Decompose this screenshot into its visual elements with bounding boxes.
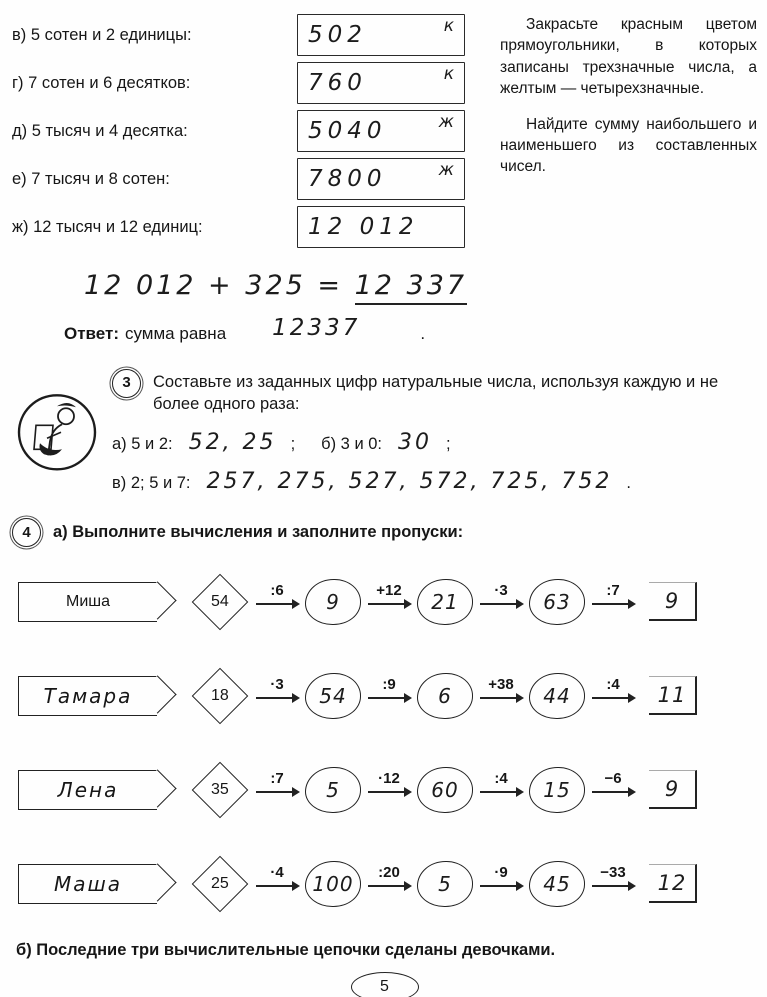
circle-value: 15 [543, 777, 571, 802]
task3-text: Составьте из заданных цифр натуральные числа, используя каждую и не более одного раза: [153, 373, 719, 414]
task4-head [12, 518, 757, 547]
answer-label-bold: Ответ: [64, 324, 119, 343]
chain-row-misha [12, 563, 757, 641]
arrow-icon [256, 697, 298, 699]
chain-name: Миша [66, 592, 110, 610]
value-circle [417, 673, 473, 719]
operation-step [361, 770, 417, 793]
arrow-icon [368, 603, 410, 605]
operation-label: :7 [270, 770, 284, 788]
handwritten-answer: 7800 [308, 166, 387, 192]
arrow-icon [256, 603, 298, 605]
value-circle [529, 579, 585, 625]
separator: ; [446, 434, 451, 453]
fill-row [12, 62, 490, 104]
value-circle [305, 579, 361, 625]
task3-c-label: в) 2; 5 и 7: [112, 473, 191, 492]
arrow-icon [592, 791, 634, 793]
chain-row-masha [12, 845, 757, 923]
operation-step [585, 864, 641, 887]
arrow-icon [368, 697, 410, 699]
fill-row [12, 110, 490, 152]
value-circle [529, 861, 585, 907]
operation-label: :4 [494, 770, 508, 788]
circle-value: 44 [543, 683, 571, 708]
fill-column [12, 14, 490, 254]
circle-value: 21 [431, 589, 459, 614]
result-box [649, 770, 697, 809]
result-value: 9 [664, 777, 680, 802]
arrow-icon [592, 603, 634, 605]
fill-row [12, 14, 490, 56]
operation-label: ·3 [270, 676, 284, 694]
value-circle [417, 861, 473, 907]
operation-step [249, 582, 305, 605]
task3-a-answer: 52, 25 [188, 429, 277, 455]
start-diamond [191, 855, 249, 913]
answer-label: сумма равна [125, 324, 227, 343]
task3-b-label: б) 3 и 0: [321, 434, 383, 453]
arrow-icon [368, 791, 410, 793]
handwritten-answer: 5040 [308, 118, 387, 144]
operation-label: :20 [378, 864, 400, 882]
operation-step [473, 770, 529, 793]
operation-label: :4 [606, 676, 620, 694]
name-arrow [18, 864, 157, 904]
result-box [649, 676, 697, 715]
operation-label: :9 [382, 676, 396, 694]
fill-row [12, 158, 490, 200]
operation-label: ·9 [494, 864, 508, 882]
answer-period: . [420, 324, 426, 343]
task3-section [12, 369, 757, 494]
operation-label: :6 [270, 582, 284, 600]
operation-step [585, 676, 641, 699]
operation-step [361, 582, 417, 605]
value-circle [417, 579, 473, 625]
artist-mascot-icon [16, 371, 98, 494]
task3-a-label: а) 5 и 2: [112, 434, 173, 453]
arrow-icon [256, 885, 298, 887]
answer-box [297, 62, 465, 104]
result-box [649, 864, 697, 903]
operation-label: :7 [606, 582, 620, 600]
operation-step [249, 770, 305, 793]
start-value: 54 [211, 592, 229, 610]
chain-row-lena [12, 751, 757, 829]
operation-step [585, 582, 641, 605]
operation-label: ·4 [270, 864, 284, 882]
operation-step [473, 676, 529, 699]
equation-expression: 12 012 + 325 [84, 270, 306, 301]
circle-value: 54 [319, 683, 347, 708]
operation-label: −6 [604, 770, 622, 788]
task3-c-answer: 257, 275, 527, 572, 725, 752 [206, 468, 613, 494]
circle-value: 63 [543, 589, 571, 614]
page-number-badge [351, 972, 419, 997]
result-value: 9 [664, 589, 680, 614]
operation-step [361, 864, 417, 887]
answer-box [297, 14, 465, 56]
chain-name: Лена [57, 777, 119, 802]
answer-box [297, 158, 465, 200]
start-diamond [191, 573, 249, 631]
fill-label: д) 5 тысяч и 4 десятка: [12, 121, 188, 140]
start-value: 35 [211, 780, 229, 798]
value-circle [529, 673, 585, 719]
color-mark: ж [438, 160, 454, 180]
answer-box [297, 110, 465, 152]
chain-name: Тамара [43, 683, 133, 708]
start-diamond [191, 761, 249, 819]
page-number: 5 [380, 977, 389, 995]
equation-result: 12 337 [355, 270, 467, 305]
answer-value: 12337 [272, 315, 361, 341]
operation-label: +38 [488, 676, 514, 694]
number-composition-section [12, 14, 757, 254]
result-box [649, 582, 697, 621]
period: . [626, 473, 631, 492]
color-mark: к [443, 64, 454, 84]
value-circle [305, 767, 361, 813]
handwritten-answer: 760 [308, 70, 367, 96]
circle-value: 60 [431, 777, 459, 802]
task3-b-answer: 30 [398, 429, 433, 455]
arrow-icon [480, 603, 522, 605]
operation-step [473, 582, 529, 605]
color-mark: ж [438, 112, 454, 132]
arrow-icon [592, 885, 634, 887]
value-circle [305, 673, 361, 719]
task3-line-c [112, 469, 757, 494]
instruction-paint: Закрасьте красным цветом прямоугольники, в которых записаны трехзначные числа, а желтым — четырехзначные. [500, 16, 757, 98]
arrow-icon [256, 791, 298, 793]
circle-value: 5 [326, 777, 340, 802]
handwritten-answer: 12 012 [308, 214, 419, 240]
equals-sign: = [317, 270, 344, 301]
value-circle [305, 861, 361, 907]
chain-name: Маша [53, 871, 123, 896]
fill-label: г) 7 сотен и 6 десятков: [12, 73, 191, 92]
operation-label: +12 [376, 582, 402, 600]
instruction-sum: Найдите сумму наибольшего и наименьшего из составленных чисел. [500, 115, 757, 176]
circle-value: 5 [438, 871, 452, 896]
task3-line-a [112, 430, 757, 455]
operation-label: ·12 [378, 770, 400, 788]
result-value: 12 [657, 871, 687, 896]
operation-step [361, 676, 417, 699]
operation-label: ·3 [494, 582, 508, 600]
circle-value: 45 [543, 871, 571, 896]
task3-body [112, 369, 757, 494]
handwritten-equation [84, 270, 757, 301]
answer-line [64, 315, 757, 345]
name-arrow [18, 582, 157, 622]
operation-step [249, 676, 305, 699]
chain-row-tamara [12, 657, 757, 735]
operation-step [249, 864, 305, 887]
value-circle [529, 767, 585, 813]
task4-footer: б) Последние три вычислительные цепочки сделаны девочками. [16, 940, 556, 959]
task4-number-badge: 4 [12, 518, 41, 547]
operation-step [585, 770, 641, 793]
arrow-icon [592, 697, 634, 699]
start-value: 25 [211, 874, 229, 892]
name-arrow [18, 676, 157, 716]
separator: ; [290, 434, 296, 453]
instruction-column [490, 14, 757, 254]
fill-label: е) 7 тысяч и 8 сотен: [12, 169, 170, 188]
name-arrow [18, 770, 157, 810]
task3-number-badge: 3 [112, 369, 141, 398]
value-circle [417, 767, 473, 813]
operation-label: −33 [600, 864, 626, 882]
fill-label: в) 5 сотен и 2 единицы: [12, 25, 192, 44]
handwritten-answer: 502 [308, 22, 367, 48]
circle-value: 9 [326, 589, 340, 614]
operation-step [473, 864, 529, 887]
circle-value: 6 [438, 683, 452, 708]
task3-head [112, 369, 757, 416]
start-value: 18 [211, 686, 229, 704]
task4-title: а) Выполните вычисления и заполните пропуски: [53, 522, 464, 541]
circle-value: 100 [312, 871, 354, 896]
arrow-icon [480, 697, 522, 699]
arrow-icon [480, 791, 522, 793]
result-value: 11 [657, 683, 687, 708]
color-mark: к [443, 16, 454, 36]
fill-row [12, 206, 490, 248]
arrow-icon [368, 885, 410, 887]
start-diamond [191, 667, 249, 725]
fill-label: ж) 12 тысяч и 12 единиц: [12, 217, 203, 236]
answer-box [297, 206, 465, 248]
arrow-icon [480, 885, 522, 887]
